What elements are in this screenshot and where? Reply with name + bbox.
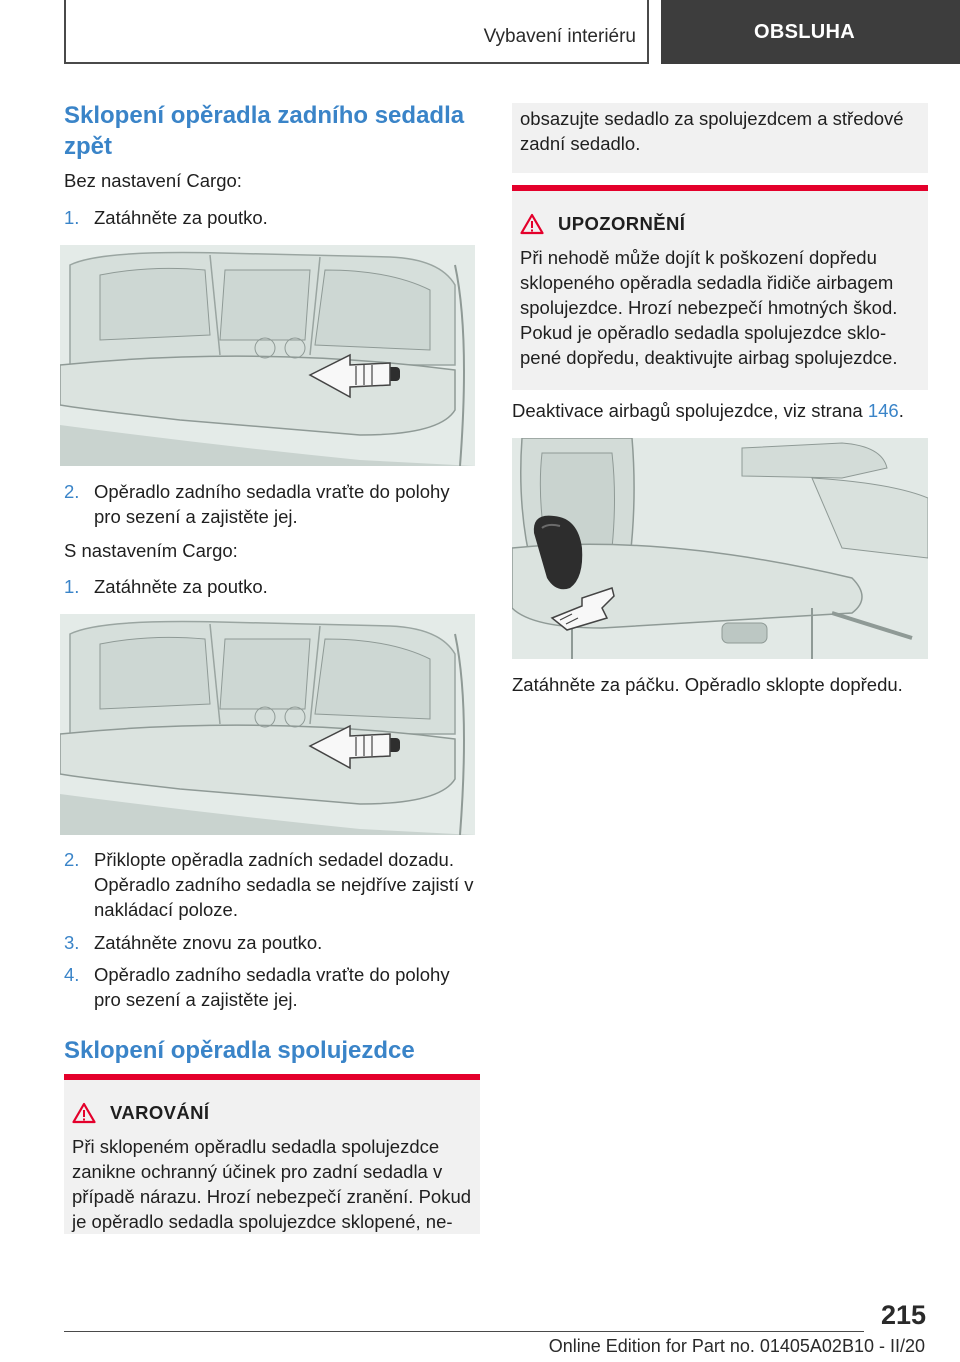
warning-line: případě nárazu. Hrozí nebezpečí zranění. Pokud: [72, 1186, 472, 1207]
step-text: Zatáhněte znovu za poutko.: [94, 932, 323, 953]
warning-line: Při sklopeném opěradlu sedadla spolujezdce: [72, 1136, 440, 1157]
rear-seat-illustration: [60, 245, 475, 466]
warning-box: [64, 1074, 480, 1234]
reference-end: .: [898, 400, 904, 421]
caution-triangle-icon: [520, 213, 544, 235]
step-text: [94, 479, 484, 529]
section-title-passenger-backrest: Sklopení opěradla spolujezdce: [64, 1037, 415, 1064]
caution-label: UPOZORNĚNÍ: [558, 213, 686, 234]
warning-line: zadní sedadlo.: [520, 133, 641, 154]
reference-text: Deaktivace airbagů spolujezdce, viz strana: [512, 400, 868, 421]
warning-triangle-icon: [72, 1102, 96, 1124]
caution-text: [520, 245, 928, 370]
title-line: Sklopení opěradla zadního sedadla: [64, 102, 465, 129]
caution-line: sklopeného opěradla sedadla řidiče airbagem: [520, 272, 894, 293]
header-section-title: Vybavení interiéru: [483, 26, 636, 47]
caution-box: [512, 185, 928, 390]
step-text: Zatáhněte za poutko.: [94, 207, 268, 228]
rear-seat-cargo-illustration: [60, 614, 475, 835]
caution-line: Pokud je opěradlo sedadla spolujezdce sklo-: [520, 322, 887, 343]
step-text: Zatáhněte za poutko.: [94, 576, 268, 597]
header-frame-left: [64, 0, 66, 64]
step-number: 1.: [64, 207, 80, 228]
caution-line: pené dopředu, deaktivujte airbag spolujezdce.: [520, 347, 898, 368]
step-number: 3.: [64, 932, 80, 953]
front-seat-lever-illustration: [512, 438, 928, 659]
front-seat-lever-figure: [512, 438, 928, 659]
warning-continuation-box: [512, 103, 928, 173]
caution-line: spolujezdce. Hrozí nebezpečí hmotných škod.: [520, 297, 898, 318]
warning-text: [72, 1134, 480, 1234]
step-line: pro sezení a zajistěte jej.: [94, 506, 298, 527]
warning-label: VAROVÁNÍ: [110, 1102, 210, 1123]
caution-heading: [520, 213, 685, 235]
step-text: [94, 962, 484, 1012]
step-line: Přiklopte opěradla zadních sedadel dozadu.: [94, 849, 454, 870]
rear-seat-strap-figure-2: [60, 614, 475, 835]
step-line: Opěradlo zadního sedadla se nejdříve zajistí v: [94, 874, 474, 895]
footer-rule: [64, 1331, 864, 1332]
rear-seat-strap-figure-1: [60, 245, 475, 466]
step-b3: [64, 930, 480, 955]
step-line: Opěradlo zadního sedadla vraťte do polohy: [94, 964, 450, 985]
step-line: nakládací poloze.: [94, 899, 238, 920]
subheading-with-cargo: S nastavením Cargo:: [64, 540, 238, 561]
page-link[interactable]: 146: [867, 400, 899, 421]
step-text: [94, 847, 484, 922]
step-b4: [64, 962, 480, 1012]
section-title-rear-backrest: [64, 100, 480, 162]
step-line: Opěradlo zadního sedadla vraťte do polohy: [94, 481, 450, 502]
figure-caption: Zatáhněte za páčku. Opěradlo sklopte dopředu.: [512, 674, 903, 695]
warning-bar: [64, 1074, 480, 1080]
step-number: 4.: [64, 964, 80, 985]
airbag-reference: [512, 398, 928, 423]
warning-heading: [72, 1102, 209, 1124]
page-number: 215: [880, 1300, 926, 1330]
step-b2: [64, 847, 480, 922]
caution-line: Při nehodě může dojít k poškození dopředu: [520, 247, 877, 268]
header-frame-right: [647, 0, 649, 64]
step-number: 2.: [64, 481, 80, 502]
subheading-without-cargo: Bez nastavení Cargo:: [64, 170, 242, 191]
warning-continuation-text: [520, 106, 928, 156]
title-line: zpět: [64, 133, 112, 160]
header-frame-bottom: [64, 62, 649, 64]
warning-line: zanikne ochranný účinek pro zadní sedadla v: [72, 1161, 443, 1182]
caution-bar: [512, 185, 928, 191]
warning-line: je opěradlo sedadla spolujezdce sklopené, ne-: [72, 1211, 453, 1232]
step-a1: [64, 205, 480, 230]
footer-edition: Online Edition for Part no. 01405A02B10 - II/20: [548, 1336, 925, 1356]
step-a2: [64, 479, 480, 529]
step-number: 1.: [64, 576, 80, 597]
step-number: 2.: [64, 849, 80, 870]
warning-line: obsazujte sedadlo za spolujezdcem a středové: [520, 108, 904, 129]
header-chapter-tab[interactable]: OBSLUHA: [661, 0, 960, 64]
step-line: pro sezení a zajistěte jej.: [94, 989, 298, 1010]
step-b1: [64, 574, 480, 599]
